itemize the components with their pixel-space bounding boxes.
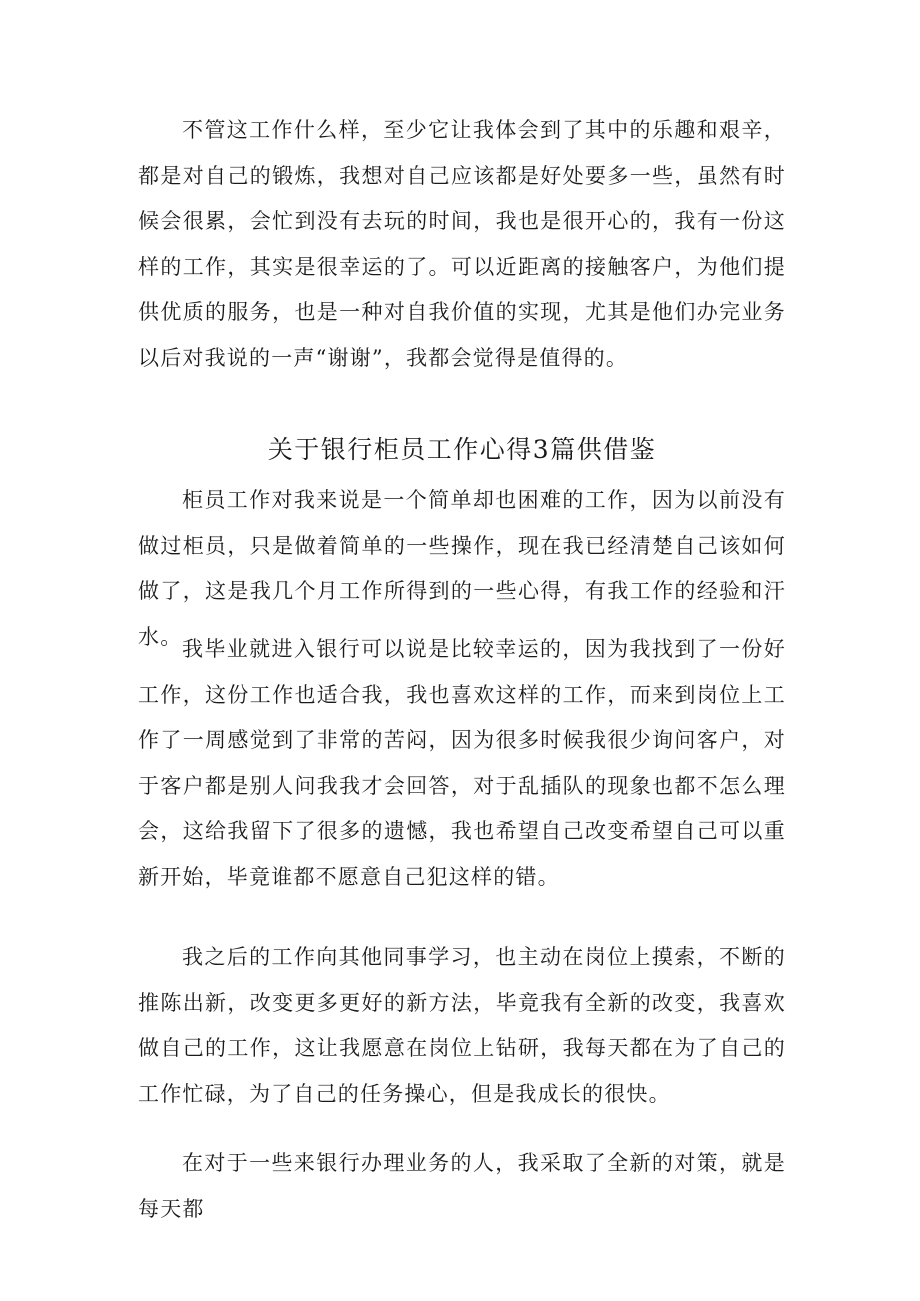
body-paragraph: 我毕业就进入银行可以说是比较幸运的，因为我找到了一份好工作，这份工作也适合我，我也喜欢这样的工作，而来到岗位上工作了一周感觉到了非常的苦闷，因为很多时候我很少询问客户，对于客户都是别人问我我才会回答，对于乱插队的现象也都不怎么理会，这给我留下了很多的遗憾，我也希望自己改变希望自己可以重新开始，毕竟谁都不愿意自己犯这样的错。 [138,637,786,889]
body-paragraph: 我之后的工作向其他同事学习，也主动在岗位上摸索，不断的推陈出新，改变更多更好的新方法，毕竟我有全新的改变，我喜欢做自己的工作，这让我愿意在岗位上钻研，我每天都在为了自己的工作忙碌，为了自己的任务操心，但是我成长的很快。 [138,945,786,1106]
section-title: 关于银行柜员工作心得3篇供借鉴 [267,435,657,464]
body-paragraph: 不管这工作什么样，至少它让我体会到了其中的乐趣和艰辛，都是对自己的锻炼，我想对自己应该都是好处要多一些，虽然有时候会很累，会忙到没有去玩的时间，我也是很开心的，我有一份这样的工作，其实是很幸运的了。可以近距离的接触客户，为他们提供优质的服务，也是一种对自我价值的实现，尤其是他们办完业务以后对我说的一声“谢谢”，我都会觉得是值得的。 [138,118,786,370]
body-paragraph: 在对于一些来银行办理业务的人，我采取了全新的对策，就是每天都 [138,1151,786,1221]
body-paragraph: 柜员工作对我来说是一个简单却也困难的工作，因为以前没有做过柜员，只是做着简单的一些操作，现在我已经清楚自己该如何做了，这是我几个月工作所得到的一些心得，有我工作的经验和汗水。 [138,488,786,649]
